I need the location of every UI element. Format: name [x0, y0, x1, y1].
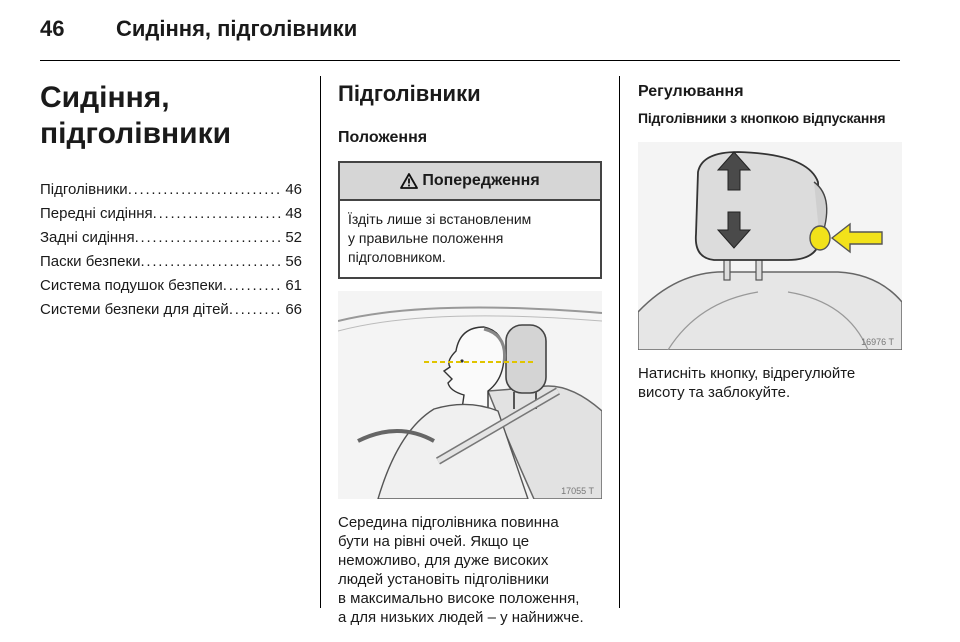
caption-line: Середина підголівника повинна	[338, 514, 559, 531]
caption-line: неможливо, для дуже високих	[338, 552, 549, 569]
page-header	[40, 14, 357, 44]
illustration-code: 17055 T	[561, 486, 594, 496]
toc-entry-page: 61	[285, 277, 302, 294]
caption-line: Натисніть кнопку, відрегулюйте	[638, 365, 856, 382]
caption-line: людей установіть підголівники	[338, 571, 549, 588]
warning-line: Їздіть лише зі встановленим	[348, 211, 532, 227]
chapter-title-line2: підголівники	[40, 117, 232, 150]
caption-line: в максимально високе положення,	[338, 590, 580, 607]
toc-entry[interactable]	[40, 298, 302, 322]
table-of-contents	[40, 178, 302, 322]
toc-entry-label: Системи безпеки для дітей	[40, 301, 229, 318]
toc-leader-dots	[153, 202, 284, 226]
warning-header	[340, 163, 600, 201]
toc-entry[interactable]	[40, 250, 302, 274]
headrest-adjust-illustration	[638, 142, 902, 350]
toc-leader-dots	[229, 298, 284, 322]
toc-entry-label: Задні сидіння	[40, 229, 135, 246]
toc-entry[interactable]	[40, 202, 302, 226]
adjust-caption	[638, 364, 902, 402]
warning-text	[340, 201, 600, 277]
header-rule	[40, 60, 900, 61]
toc-entry[interactable]	[40, 274, 302, 298]
warning-box	[338, 161, 602, 279]
subsection-title: Положення	[338, 129, 428, 146]
toc-leader-dots	[135, 226, 284, 250]
illustration-code: 16976 T	[861, 337, 894, 347]
section-title: Підголівники	[338, 81, 481, 106]
toc-entry-page: 66	[285, 301, 302, 318]
warning-line: підголовником.	[348, 249, 446, 265]
chapter-title-line1: Сидіння,	[40, 81, 170, 114]
headrest-release-drawing	[638, 142, 902, 350]
caption-line: висоту та заблокуйте.	[638, 384, 791, 401]
toc-entry-label: Система подушок безпеки	[40, 277, 223, 294]
column-divider-right	[619, 76, 620, 608]
right-column	[638, 76, 902, 402]
position-caption	[338, 513, 602, 627]
page-number: 46	[40, 16, 65, 41]
adjustment-subheading: Підголівники з кнопкою відпускання	[638, 110, 886, 126]
warning-heading: Попередження	[422, 172, 540, 189]
toc-entry-page: 46	[285, 181, 302, 198]
caption-line: бути на рівні очей. Якщо це	[338, 533, 530, 550]
toc-entry[interactable]	[40, 178, 302, 202]
toc-entry-label: Підголівники	[40, 181, 128, 198]
toc-leader-dots	[140, 250, 283, 274]
toc-entry-page: 56	[285, 253, 302, 270]
toc-entry-label: Передні сидіння	[40, 205, 153, 222]
warning-line: у правильне положення	[348, 230, 504, 246]
toc-leader-dots	[128, 178, 284, 202]
running-title: Сидіння, підголівники	[116, 16, 358, 41]
toc-entry-page: 52	[285, 229, 302, 246]
driver-headrest-drawing	[338, 291, 602, 499]
toc-leader-dots	[223, 274, 284, 298]
chapter-title	[40, 80, 302, 152]
warning-triangle-icon	[400, 173, 418, 189]
middle-column	[338, 76, 602, 627]
column-divider-left	[320, 76, 321, 608]
chapter-column	[40, 76, 302, 322]
toc-entry[interactable]	[40, 226, 302, 250]
toc-entry-label: Паски безпеки	[40, 253, 141, 270]
caption-line: а для низьких людей – у найнижче.	[338, 609, 584, 626]
adjustment-heading: Регулювання	[638, 83, 744, 100]
headrest-position-illustration	[338, 291, 602, 499]
toc-entry-page: 48	[285, 205, 302, 222]
